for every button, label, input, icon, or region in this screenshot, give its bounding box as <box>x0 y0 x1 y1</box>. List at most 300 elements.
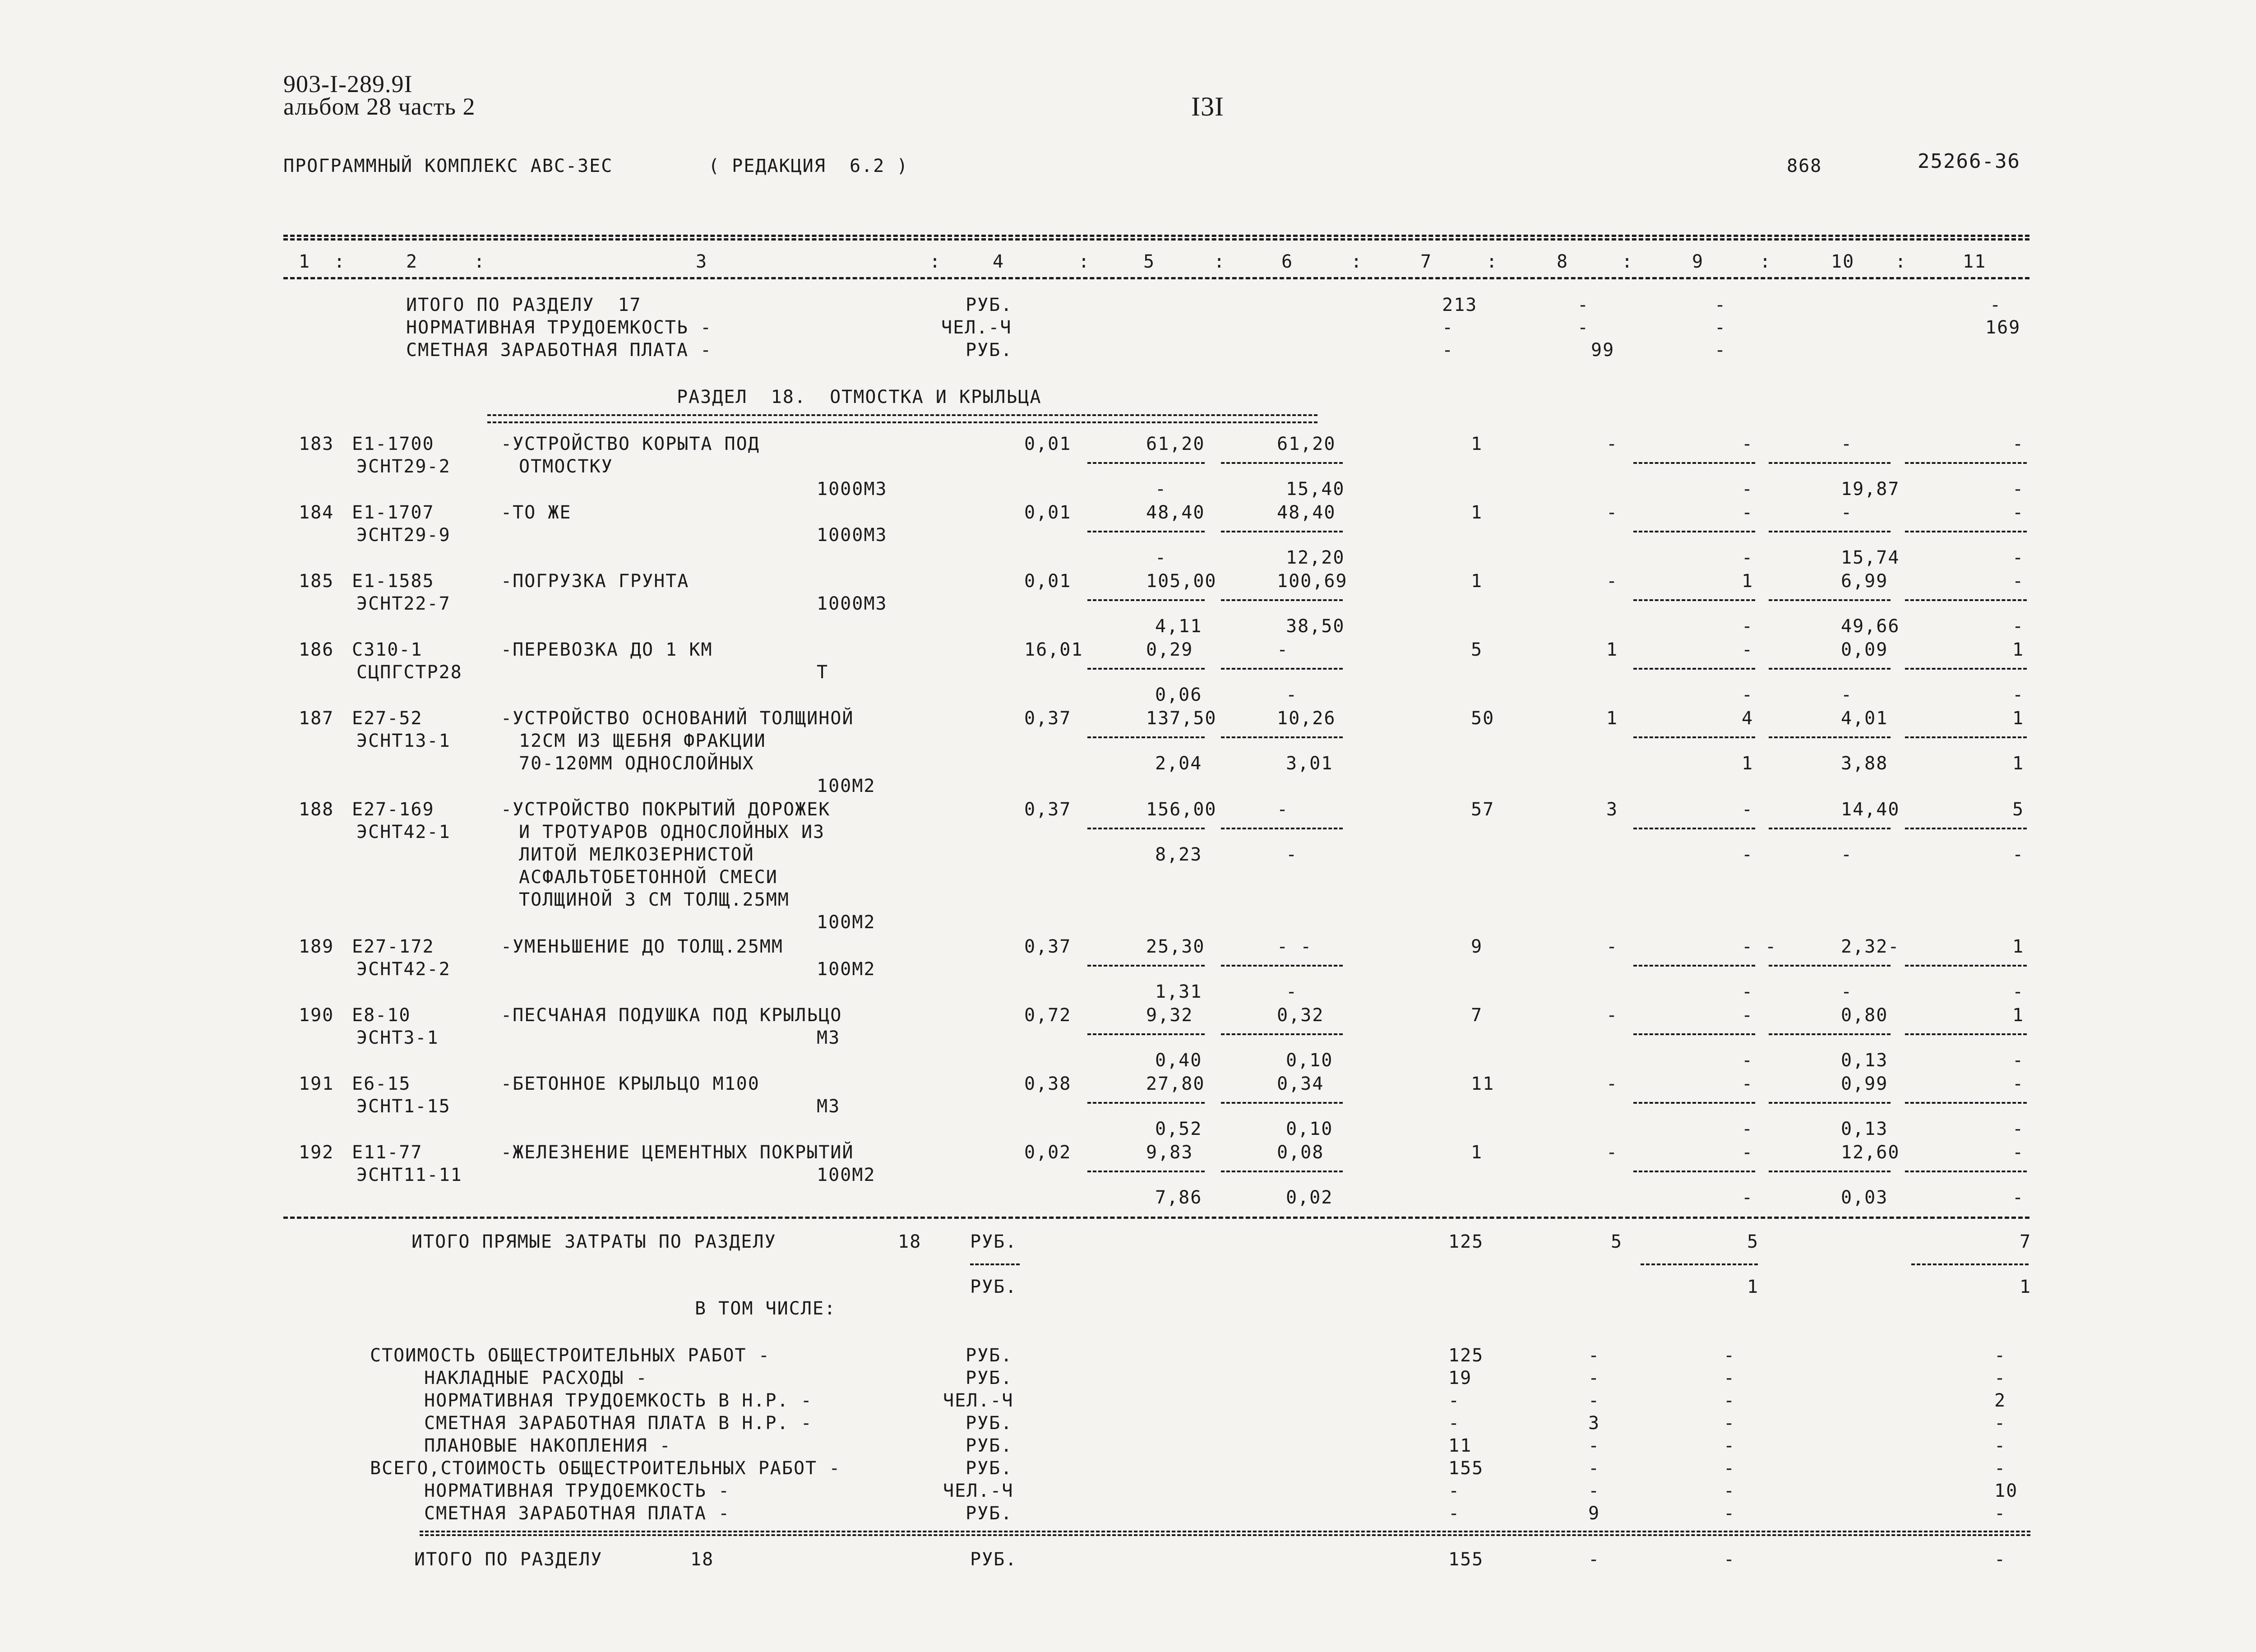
col8-value: - <box>1606 1005 1618 1026</box>
col9-wage: - <box>1742 616 1754 637</box>
row-number: 183 <box>299 434 334 454</box>
cell-divider <box>1087 1171 1205 1172</box>
col9-value: - <box>1724 1345 1736 1366</box>
cell-divider <box>1087 828 1205 829</box>
col8-value: 5 <box>1611 1231 1623 1252</box>
unit: РУБ. <box>970 1549 1017 1570</box>
cell-divider <box>1905 1033 2027 1035</box>
col5-wage: 1,31 <box>1155 981 1202 1002</box>
row-number: 186 <box>299 639 334 660</box>
cell-divider <box>1087 462 1205 464</box>
col11-value: - <box>1994 1503 2006 1524</box>
col-header-1: 1 <box>299 251 311 272</box>
cell-divider <box>1769 736 1891 738</box>
col9-value: - <box>1724 1413 1736 1434</box>
summary-bottom-rule <box>420 1531 2030 1532</box>
col7-value: 9 <box>1471 936 1483 957</box>
col9-wage: - <box>1742 685 1754 705</box>
cell-divider <box>1221 1102 1343 1104</box>
unit: РУБ. <box>966 340 1013 361</box>
col10-value: 4,01 <box>1841 708 1888 729</box>
col6-wage: 15,40 <box>1286 479 1345 500</box>
col9-value: - <box>1715 340 1727 361</box>
col7-value: - <box>1442 340 1454 361</box>
quantity: 0,01 <box>1024 571 1072 592</box>
rate-code: Е27-172 <box>352 936 435 957</box>
cell-divider <box>1905 531 2027 532</box>
unit: ЧЕЛ.-Ч <box>943 1481 1014 1501</box>
cell-divider <box>1633 599 1755 601</box>
work-description: 70-120ММ ОДНОСЛОЙНЫХ <box>519 753 754 774</box>
col5-wage: 8,23 <box>1155 844 1202 865</box>
work-description: -ПЕСЧАНАЯ ПОДУШКА ПОД КРЫЛЬЦО <box>501 1005 842 1026</box>
cell-divider <box>1905 1102 2027 1104</box>
cell-divider <box>1087 531 1205 532</box>
cell-divider <box>1221 599 1343 601</box>
col7-value: 1 <box>1471 502 1483 523</box>
quantity: 0,37 <box>1024 936 1072 957</box>
col-sep: : <box>474 251 486 272</box>
col8-value: - <box>1588 1549 1600 1570</box>
resource-code: ЭСНТ3-1 <box>356 1027 439 1048</box>
work-description: И ТРОТУАРОВ ОДНОСЛОЙНЫХ ИЗ <box>519 822 825 842</box>
col-sep: : <box>929 251 942 272</box>
col10-value: 14,40 <box>1841 799 1900 820</box>
rows-bottom-rule <box>283 1217 2029 1219</box>
col9-value: 4 <box>1742 708 1754 729</box>
cell-divider <box>1905 736 2027 738</box>
col11-value: - <box>1994 1549 2006 1570</box>
rate-code: Е1-1707 <box>352 502 435 523</box>
col11-wage: - <box>2012 1050 2025 1071</box>
cell-divider <box>1221 1033 1343 1035</box>
summary-label: СМЕТНАЯ ЗАРАБОТНАЯ ПЛАТА - <box>424 1503 730 1524</box>
cell-divider <box>1087 1033 1205 1035</box>
resource-code: ЭСНТ29-2 <box>356 456 451 477</box>
cell-divider <box>1769 462 1891 464</box>
cell-divider <box>1633 1171 1755 1172</box>
col6-value: - - <box>1277 936 1313 957</box>
col11-wage: - <box>2012 844 2025 865</box>
row-number: 185 <box>299 571 334 592</box>
col7-value: 7 <box>1471 1005 1483 1026</box>
col11-value: - <box>1994 1368 2006 1388</box>
col-header-9: 9 <box>1692 251 1704 272</box>
quantity: 0,01 <box>1024 502 1072 523</box>
col9-value: - <box>1742 639 1754 660</box>
cell-divider <box>1221 668 1343 670</box>
sheet-number: 868 <box>1787 156 1822 176</box>
col9-value: - <box>1724 1481 1736 1501</box>
row-number: 191 <box>299 1074 334 1094</box>
col9-wage: - <box>1742 981 1754 1002</box>
cell-divider <box>1769 531 1891 532</box>
col9-value: - <box>1724 1503 1736 1524</box>
col6-wage: - <box>1286 685 1298 705</box>
album-label: альбом 28 часть 2 <box>283 93 476 120</box>
work-description: -УСТРОЙСТВО ОСНОВАНИЙ ТОЛЩИНОЙ <box>501 708 854 729</box>
unit-of-measure: М3 <box>817 1096 841 1117</box>
row-number: 192 <box>299 1142 334 1163</box>
work-description: АСФАЛЬТОБЕТОННОЙ СМЕСИ <box>519 867 778 888</box>
col9-value: 5 <box>1747 1231 1759 1252</box>
col8-value: 9 <box>1588 1503 1600 1524</box>
col5-wage: 0,06 <box>1155 685 1202 705</box>
col10-value: 2,32- <box>1841 936 1900 957</box>
col11-value: - <box>1994 1458 2006 1479</box>
unit-of-measure: 1000М3 <box>817 593 888 614</box>
row-number: 187 <box>299 708 334 729</box>
col8-value: - <box>1588 1368 1600 1388</box>
col-sep: : <box>1760 251 1772 272</box>
unit-of-measure: М3 <box>817 1027 841 1048</box>
work-description: ОТМОСТКУ <box>519 456 613 477</box>
cell-divider <box>1221 1171 1343 1172</box>
cell-divider <box>1905 668 2027 670</box>
cell-divider <box>1769 828 1891 829</box>
cell-divider <box>1087 965 1205 967</box>
col11-underline <box>1911 1263 2029 1265</box>
col9-wage: - <box>1742 1119 1754 1139</box>
final-total-label: ИТОГО ПО РАЗДЕЛУ <box>414 1549 603 1570</box>
col8-value: - <box>1606 1074 1618 1094</box>
unit: РУБ. <box>970 1277 1017 1297</box>
cell-divider <box>1221 965 1343 967</box>
quantity: 16,01 <box>1024 639 1083 660</box>
col8-value: - <box>1577 295 1590 315</box>
col11-value: 1 <box>2012 639 2025 660</box>
resource-code: ЭСНТ22-7 <box>356 593 451 614</box>
rate-code: Е27-52 <box>352 708 423 729</box>
unit: РУБ. <box>966 1368 1013 1388</box>
unit-price: 9,83 <box>1146 1142 1193 1163</box>
unit-of-measure: Т <box>817 662 829 683</box>
col6-value: 0,34 <box>1277 1074 1324 1094</box>
col11-value: - <box>2012 1074 2025 1094</box>
cell-divider <box>1633 1102 1755 1104</box>
col8-value: 1 <box>1606 639 1618 660</box>
col11-value: - <box>1990 295 2002 315</box>
unit-price: 9,32 <box>1146 1005 1193 1026</box>
summary-label: НАКЛАДНЫЕ РАСХОДЫ - <box>424 1368 648 1388</box>
document-id: 25266-36 <box>1918 150 2020 173</box>
work-description: -ПОГРУЗКА ГРУНТА <box>501 571 689 592</box>
wage-label: СМЕТНАЯ ЗАРАБОТНАЯ ПЛАТА - <box>406 340 712 361</box>
cell-divider <box>1087 668 1205 670</box>
col9-wage: - <box>1742 1187 1754 1208</box>
quantity: 0,37 <box>1024 799 1072 820</box>
col10-value: 0,09 <box>1841 639 1888 660</box>
col11-value: - <box>2012 571 2025 592</box>
resource-code: ЭСНТ1-15 <box>356 1096 451 1117</box>
page-number: I3I <box>1191 92 1224 121</box>
col11-value: - <box>2012 502 2025 523</box>
unit: ЧЕЛ.-Ч <box>941 317 1012 338</box>
col7-value: 155 <box>1448 1458 1484 1479</box>
rate-code: Е8-10 <box>352 1005 411 1026</box>
col7-value: 19 <box>1448 1368 1472 1388</box>
col10-wage: 49,66 <box>1841 616 1900 637</box>
direct-costs-section: 18 <box>898 1231 922 1252</box>
col11-wage: - <box>2012 1119 2025 1139</box>
work-description: -УСТРОЙСТВО КОРЫТА ПОД <box>501 434 760 454</box>
col6-value: 0,08 <box>1277 1142 1324 1163</box>
resource-code: ЭСНТ42-1 <box>356 822 451 842</box>
work-description: -БЕТОННОЕ КРЫЛЬЦО М100 <box>501 1074 760 1094</box>
unit-price: 25,30 <box>1146 936 1205 957</box>
summary-label: НОРМАТИВНАЯ ТРУДОЕМКОСТЬ - <box>424 1481 730 1501</box>
summary-label: ПЛАНОВЫЕ НАКОПЛЕНИЯ - <box>424 1435 671 1456</box>
col11-wage: - <box>2012 981 2025 1002</box>
col6-value: 0,32 <box>1277 1005 1324 1026</box>
top-rule-2 <box>283 238 2029 241</box>
col9-wage: - <box>1742 479 1754 500</box>
cell-divider <box>1633 965 1755 967</box>
col7-value: 11 <box>1471 1074 1495 1094</box>
col8-value: - <box>1588 1390 1600 1411</box>
cell-divider <box>1769 668 1891 670</box>
unit: РУБ. <box>966 1503 1013 1524</box>
col10-value: 0,99 <box>1841 1074 1888 1094</box>
rate-code: Е11-77 <box>352 1142 423 1163</box>
row-number: 184 <box>299 502 334 523</box>
col10-wage: 15,74 <box>1841 547 1900 568</box>
unit-underline <box>970 1263 1020 1265</box>
unit-of-measure: 1000М3 <box>817 525 888 546</box>
cell-divider <box>1633 1033 1755 1035</box>
cell-divider <box>1221 531 1343 532</box>
col10-wage: - <box>1841 844 1853 865</box>
top-rule <box>283 235 2029 237</box>
col6-value: - <box>1277 799 1289 820</box>
unit: РУБ. <box>966 295 1013 315</box>
summary-label: НОРМАТИВНАЯ ТРУДОЕМКОСТЬ В Н.Р. - <box>424 1390 813 1411</box>
cell-divider <box>1633 828 1755 829</box>
col11-value: 5 <box>2012 799 2025 820</box>
col6-wage: - <box>1286 844 1298 865</box>
unit: РУБ. <box>966 1458 1013 1479</box>
work-description: ЛИТОЙ МЕЛКОЗЕРНИСТОЙ <box>519 844 754 865</box>
col-header-7: 7 <box>1420 251 1433 272</box>
col-sep: : <box>1351 251 1363 272</box>
col6-wage: 38,50 <box>1286 616 1345 637</box>
col8-value: - <box>1588 1458 1600 1479</box>
col9-value: - <box>1742 799 1754 820</box>
unit-price: 137,50 <box>1146 708 1217 729</box>
cell-divider <box>1905 462 2027 464</box>
cell-divider <box>1633 531 1755 532</box>
unit-of-measure: 100М2 <box>817 776 876 796</box>
col5-wage: 7,86 <box>1155 1187 1202 1208</box>
col5-wage: 4,11 <box>1155 616 1202 637</box>
rate-code: Е6-15 <box>352 1074 411 1094</box>
col-header-3: 3 <box>696 251 708 272</box>
col9-underline <box>1641 1263 1758 1265</box>
col11-value: - <box>2012 1142 2025 1163</box>
quantity: 0,02 <box>1024 1142 1072 1163</box>
col8-value: - <box>1606 502 1618 523</box>
col-header-5: 5 <box>1143 251 1156 272</box>
work-description: -ЖЕЛЕЗНЕНИЕ ЦЕМЕНТНЫХ ПОКРЫТИЙ <box>501 1142 854 1163</box>
col7-value: 1 <box>1471 571 1483 592</box>
col7-value: 5 <box>1471 639 1483 660</box>
work-description: -ТО ЖЕ <box>501 502 572 523</box>
summary-label: СМЕТНАЯ ЗАРАБОТНАЯ ПЛАТА В Н.Р. - <box>424 1413 813 1434</box>
cell-divider <box>1769 1033 1891 1035</box>
document-code: 903-I-289.9I <box>283 70 413 97</box>
unit: РУБ. <box>966 1413 1013 1434</box>
col-header-11: 11 <box>1963 251 1987 272</box>
col-sep: : <box>1078 251 1091 272</box>
col7-value: 213 <box>1442 295 1478 315</box>
col9-value: 1 <box>1747 1277 1759 1297</box>
col9-value: - <box>1724 1458 1736 1479</box>
col9-value: - <box>1724 1368 1736 1388</box>
col8-value: - <box>1606 936 1618 957</box>
header-bottom-rule <box>283 277 2029 279</box>
resource-code: СЦПГСТР28 <box>356 662 462 683</box>
col8-value: 3 <box>1588 1413 1600 1434</box>
col9-wage: 1 <box>1742 753 1754 774</box>
col7-value: 125 <box>1448 1231 1484 1252</box>
col-header-10: 10 <box>1831 251 1855 272</box>
col-sep: : <box>1214 251 1226 272</box>
col8-value: - <box>1577 317 1590 338</box>
col6-value: 100,69 <box>1277 571 1348 592</box>
col10-value: - <box>1841 434 1853 454</box>
col5-wage: - <box>1155 547 1167 568</box>
cell-divider <box>1633 668 1755 670</box>
cell-divider <box>1905 599 2027 601</box>
col10-wage: 0,13 <box>1841 1119 1888 1139</box>
col9-value: - <box>1715 317 1727 338</box>
col11-value: 1 <box>2012 1005 2025 1026</box>
col8-value: 1 <box>1606 708 1618 729</box>
cell-divider <box>1633 462 1755 464</box>
col9-wage: - <box>1742 547 1754 568</box>
col9-value: 1 <box>1742 571 1754 592</box>
work-description: ТОЛЩИНОЙ 3 СМ ТОЛЩ.25ММ <box>519 889 790 910</box>
col9-value: - - <box>1742 936 1777 957</box>
unit-price: 61,20 <box>1146 434 1205 454</box>
unit: ЧЕЛ.-Ч <box>943 1390 1014 1411</box>
col9-value: - <box>1724 1390 1736 1411</box>
col-sep: : <box>334 251 346 272</box>
col5-wage: 0,52 <box>1155 1119 1202 1139</box>
col6-value: 10,26 <box>1277 708 1336 729</box>
col9-value: - <box>1742 1142 1754 1163</box>
col-header-4: 4 <box>993 251 1005 272</box>
col6-wage: - <box>1286 981 1298 1002</box>
row-number: 189 <box>299 936 334 957</box>
col9-wage: - <box>1742 844 1754 865</box>
col11-value: - <box>1994 1413 2006 1434</box>
col6-wage: 12,20 <box>1286 547 1345 568</box>
summary-label: СТОИМОСТЬ ОБЩЕСТРОИТЕЛЬНЫХ РАБОТ - <box>370 1345 770 1366</box>
col7-value: 57 <box>1471 799 1495 820</box>
summary-label: ВСЕГО,СТОИМОСТЬ ОБЩЕСТРОИТЕЛЬНЫХ РАБОТ - <box>370 1458 841 1479</box>
col10-value: 6,99 <box>1841 571 1888 592</box>
col11-wage: - <box>2012 547 2025 568</box>
unit-of-measure: 1000М3 <box>817 479 888 500</box>
col7-value: 1 <box>1471 434 1483 454</box>
cell-divider <box>1087 736 1205 738</box>
col11-value: 2 <box>1994 1390 2006 1411</box>
col11-value: 7 <box>2020 1231 2032 1252</box>
col6-value: 48,40 <box>1277 502 1336 523</box>
cell-divider <box>1221 736 1343 738</box>
col8-value: 3 <box>1606 799 1618 820</box>
col8-value: - <box>1606 1142 1618 1163</box>
resource-code: ЭСНТ42-2 <box>356 959 451 980</box>
col9-value: - <box>1742 1005 1754 1026</box>
col8-value: - <box>1588 1435 1600 1456</box>
rate-code: Е1-1700 <box>352 434 435 454</box>
work-description: -УМЕНЬШЕНИЕ ДО ТОЛЩ.25ММ <box>501 936 783 957</box>
cell-divider <box>1769 599 1891 601</box>
cell-divider <box>1905 965 2027 967</box>
unit-of-measure: 100М2 <box>817 912 876 933</box>
col-sep: : <box>1486 251 1498 272</box>
resource-code: ЭСНТ13-1 <box>356 731 451 751</box>
col11-value: 10 <box>1994 1481 2018 1501</box>
quantity: 0,72 <box>1024 1005 1072 1026</box>
col8-value: - <box>1606 434 1618 454</box>
col8-value: 99 <box>1591 340 1615 361</box>
col10-wage: 0,13 <box>1841 1050 1888 1071</box>
row-number: 188 <box>299 799 334 820</box>
cell-divider <box>1769 1171 1891 1172</box>
unit-of-measure: 100М2 <box>817 959 876 980</box>
col-header-2: 2 <box>406 251 418 272</box>
cell-divider <box>1633 736 1755 738</box>
col7-value: - <box>1448 1481 1461 1501</box>
unit: РУБ. <box>970 1231 1017 1252</box>
resource-code: ЭСНТ29-9 <box>356 525 451 546</box>
work-description: -УСТРОЙСТВО ПОКРЫТИЙ ДОРОЖЕК <box>501 799 831 820</box>
unit: РУБ. <box>966 1435 1013 1456</box>
summary-bottom-rule-2 <box>420 1534 2030 1536</box>
col8-value: - <box>1588 1345 1600 1366</box>
col11-value: - <box>2012 434 2025 454</box>
unit-price: 27,80 <box>1146 1074 1205 1094</box>
section-underline <box>487 414 1318 423</box>
col10-wage: 19,87 <box>1841 479 1900 500</box>
unit-price: 156,00 <box>1146 799 1217 820</box>
col7-value: - <box>1442 317 1454 338</box>
col11-wage: - <box>2012 479 2025 500</box>
col9-value: - <box>1742 502 1754 523</box>
col11-value: 1 <box>2012 936 2025 957</box>
col10-value: - <box>1841 502 1853 523</box>
col11-value: 1 <box>2020 1277 2032 1297</box>
col7-value: - <box>1448 1503 1461 1524</box>
col10-value: 12,60 <box>1841 1142 1900 1163</box>
col7-value: 125 <box>1448 1345 1484 1366</box>
col10-wage: - <box>1841 685 1853 705</box>
work-description: -ПЕРЕВОЗКА ДО 1 КМ <box>501 639 713 660</box>
col6-wage: 0,10 <box>1286 1119 1333 1139</box>
cell-divider <box>1905 1171 2027 1172</box>
col10-value: 0,80 <box>1841 1005 1888 1026</box>
col7-value: 1 <box>1471 1142 1483 1163</box>
col11-value: 1 <box>2012 708 2025 729</box>
section-title: РАЗДЕЛ 18. ОТМОСТКА И КРЫЛЬЦА <box>677 387 1042 407</box>
col7-value: 50 <box>1471 708 1495 729</box>
col11-wage: - <box>2012 1187 2025 1208</box>
col-sep: : <box>1895 251 1907 272</box>
col11-wage: - <box>2012 616 2025 637</box>
